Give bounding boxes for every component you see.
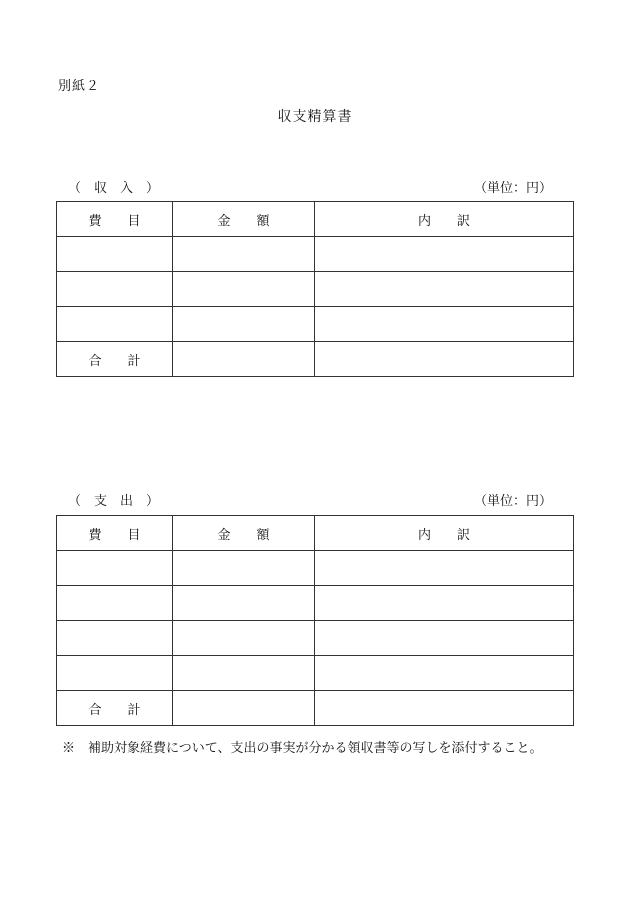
expense-cell-breakdown[interactable] — [315, 551, 574, 586]
expense-header-breakdown: 内 訳 — [315, 516, 574, 551]
income-cell-breakdown[interactable] — [315, 237, 574, 272]
expense-cell-item[interactable] — [57, 551, 173, 586]
table-row — [57, 621, 574, 656]
document-title: 収支精算書 — [277, 109, 353, 125]
expense-cell-amount[interactable] — [173, 551, 315, 586]
income-total-amount[interactable] — [173, 342, 315, 377]
income-cell-amount[interactable] — [173, 237, 315, 272]
income-cell-item[interactable] — [57, 237, 173, 272]
income-unit-label: （単位：円） — [473, 181, 552, 196]
expense-total-row — [57, 691, 574, 726]
expense-total-amount[interactable] — [173, 691, 315, 726]
table-row — [57, 586, 574, 621]
expense-cell-item[interactable] — [57, 621, 173, 656]
expense-cell-amount[interactable] — [173, 656, 315, 691]
expense-total-breakdown[interactable] — [315, 691, 574, 726]
expense-cell-item[interactable] — [57, 586, 173, 621]
table-row — [57, 272, 574, 307]
expense-cell-amount[interactable] — [173, 586, 315, 621]
expense-total-label: 合 計 — [57, 691, 173, 726]
expense-cell-breakdown[interactable] — [315, 656, 574, 691]
table-row — [57, 551, 574, 586]
income-section-label: （ 収 入 ） — [68, 181, 160, 196]
attachment-label: 別紙２ — [58, 79, 101, 94]
income-total-row — [57, 342, 574, 377]
income-cell-item[interactable] — [57, 272, 173, 307]
expense-header-row — [57, 516, 574, 551]
expense-cell-amount[interactable] — [173, 621, 315, 656]
table-row — [57, 307, 574, 342]
income-header-breakdown: 内 訳 — [315, 202, 574, 237]
income-cell-breakdown[interactable] — [315, 307, 574, 342]
expense-cell-breakdown[interactable] — [315, 586, 574, 621]
income-cell-amount[interactable] — [173, 272, 315, 307]
table-row — [57, 656, 574, 691]
income-total-label: 合 計 — [57, 342, 173, 377]
income-header-row — [57, 202, 574, 237]
income-header-amount: 金 額 — [173, 202, 315, 237]
table-row — [57, 237, 574, 272]
expense-header-amount: 金 額 — [173, 516, 315, 551]
income-header-item: 費 目 — [57, 202, 173, 237]
expense-unit-label: （単位：円） — [473, 494, 552, 509]
income-table — [56, 201, 574, 377]
expense-cell-item[interactable] — [57, 656, 173, 691]
expense-cell-breakdown[interactable] — [315, 621, 574, 656]
expense-table — [56, 515, 574, 726]
income-total-breakdown[interactable] — [315, 342, 574, 377]
expense-header-item: 費 目 — [57, 516, 173, 551]
income-cell-breakdown[interactable] — [315, 272, 574, 307]
expense-section-label: （ 支 出 ） — [68, 494, 160, 509]
receipt-note: ※ 補助対象経費について、支出の事実が分かる領収書等の写しを添付すること。 — [62, 741, 543, 756]
income-cell-item[interactable] — [57, 307, 173, 342]
income-cell-amount[interactable] — [173, 307, 315, 342]
